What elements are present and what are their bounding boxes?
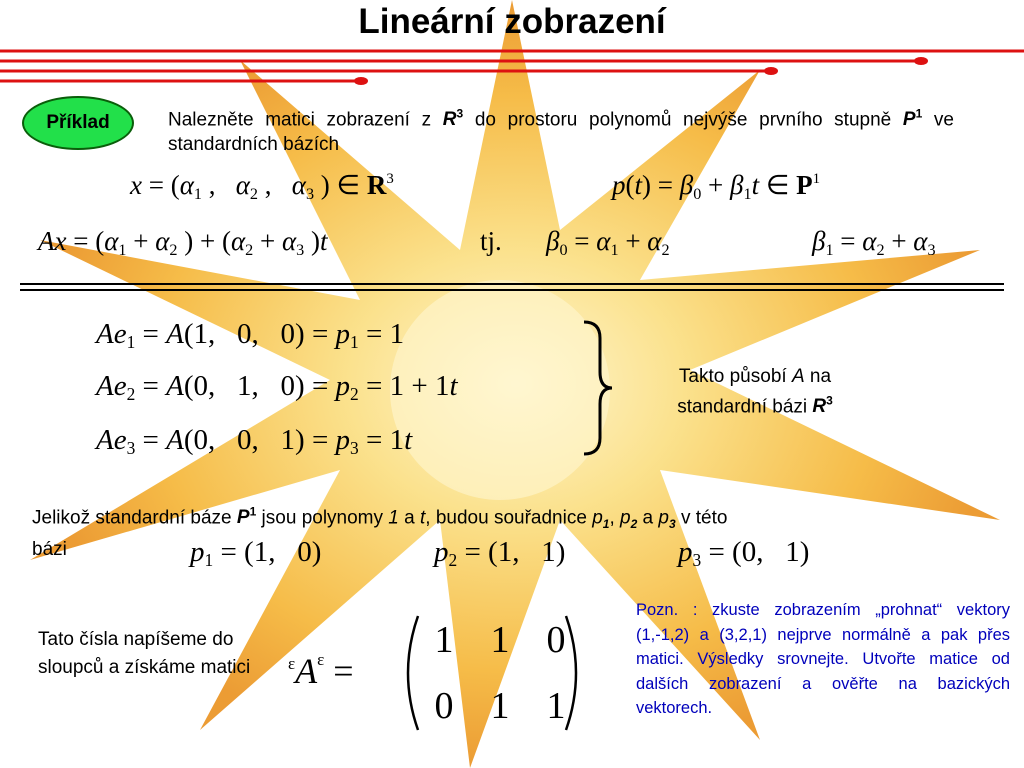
matrix-caption: Tato čísla napíšeme do sloupců a získáme matici: [38, 629, 251, 678]
matrix-cell: 1: [434, 619, 454, 661]
formula-ae3: $Ae_3 = A(0$, 0, $1) = p_3 = 1t$: [96, 424, 413, 459]
formula-ae1: $Ae_1 = A(1$, 0, $0) = p_1 = 1$: [96, 318, 405, 353]
slide-title: Lineární zobrazení: [358, 2, 666, 41]
matrix-cell: 1: [490, 619, 510, 661]
formula-ax: $Ax = (\alpha_1 + \alpha_2$ ) + ($\alpha_2 + \alpha_3$ )t: [38, 226, 328, 259]
matrix-lhs: $^\varepsilon A^\varepsilon$ =: [288, 650, 354, 691]
side-note-exercise: Pozn. : zkuste zobrazením „prohnat“ vektory (1,-1,2) a (3,2,1) nejprve normálně a pak přes matici. Výsledky srovnejte. Utvořte matice od dalších zobrazení a ověřte na bazických vektorech.: [636, 601, 1010, 717]
title-underline-dot-3: [764, 67, 778, 75]
explanation-text: Jelikož standardní báze $P^1$ jsou polynomy 1 a t, budou souřadnice $p_1$, $p_2$ a $p_3$ v této bázi: [32, 505, 728, 561]
formula-p1-coords: $p_1 = (1$, 0): [190, 536, 322, 571]
task-text: Nalezněte matici zobrazení z $R^3$ do prostoru polynomů nejvýše prvního stupně $P^1$ ve standardních bázích: [168, 107, 954, 156]
matrix-cell: 1: [490, 685, 510, 727]
matrix-cell: 0: [546, 619, 566, 661]
title-underline-dot-4: [354, 77, 368, 85]
matrix-cell: 1: [546, 685, 566, 727]
example-badge-label: Příklad: [46, 112, 110, 133]
formula-p3-coords: $p_3 = (0$, 1): [678, 536, 810, 571]
title-underline-dot-2: [914, 57, 928, 65]
formula-x-definition: $x = (\alpha_1$ , $\alpha_2$ , $\alpha_3$ ) ∈ $R^3$: [130, 170, 394, 203]
matrix-row-2: [420, 684, 580, 728]
formula-p2-coords: $p_2 = (1$, 1): [434, 536, 566, 571]
matrix-row-1: [420, 618, 580, 662]
matrix-cell: 0: [434, 685, 454, 727]
example-badge: [22, 96, 134, 150]
formula-beta1: $\beta_1 = \alpha_2 + \alpha_3$: [812, 226, 936, 259]
formula-p-definition: $p(t) = \beta_0 + \beta_1t$ ∈ $P^1$: [612, 170, 821, 203]
side-note: Takto působí A na standardní bázi $R^3$: [677, 366, 833, 418]
formula-ae2: $Ae_2 = A(0$, 1, $0) = p_2 = 1 + 1t$: [96, 370, 458, 405]
matrix-left-paren: [408, 616, 418, 730]
formula-tj: tj.: [480, 226, 502, 256]
formula-beta0: $\beta_0 = \alpha_1 + \alpha_2$: [546, 226, 670, 259]
